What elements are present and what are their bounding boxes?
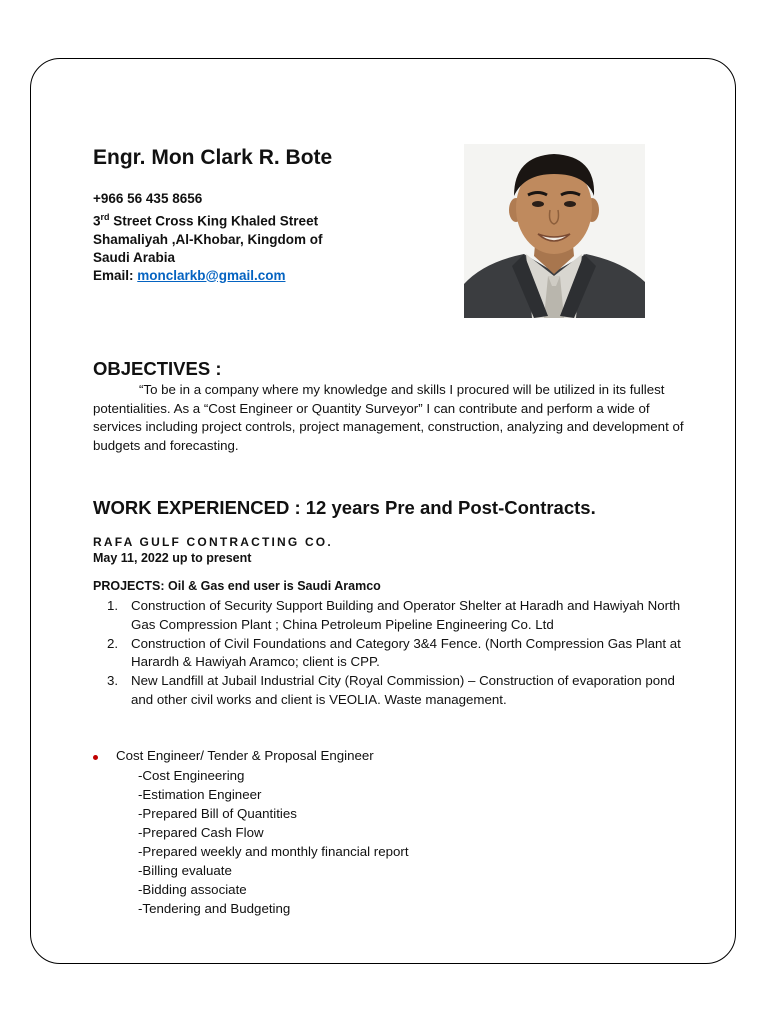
project-text: Construction of Civil Foundations and Category 3&4 Fence. (North Compression Gas Plant at Harardh & Hawiyah Aramco; client is CPP. [131,635,681,670]
list-item [93,597,683,635]
list-item [93,635,683,673]
list-item: -Prepared Bill of Quantities [138,806,297,821]
project-number: 1. [107,598,119,613]
address-line-2: Shamaliyah ,Al-Khobar, Kingdom of [93,231,323,247]
address-street: Street Cross King Khaled Street [109,213,319,229]
objectives-heading: OBJECTIVES : [93,358,222,379]
address-line-1 [93,208,383,231]
address-ordinal-suffix: rd [100,212,110,222]
email-link[interactable]: monclarkb@gmail.com [137,267,286,283]
contact-block [93,190,383,285]
list-item: -Prepared Cash Flow [138,825,264,840]
objectives-body: “To be in a company where my knowledge and skills I procured will be utilized in its fullest potentialities. As a “Cost Engineer or Quantity Surveyor” I can contribute and perform a wide of services including project controls, project management, construction, analyzing and development of budgets and forecasting. [93,382,684,453]
profile-photo [464,144,645,318]
address-ordinal: 3 [93,213,101,229]
candidate-name: Engr. Mon Clark R. Bote [93,146,333,169]
phone-number: +966 56 435 8656 [93,191,203,206]
list-item: -Tendering and Budgeting [138,901,291,916]
role-title: Cost Engineer/ Tender & Proposal Engineer [116,748,374,763]
email-line [93,267,383,285]
project-text: New Landfill at Jubail Industrial City (Royal Commission) – Construction of evaporation pond and other civil works and client is VEOLIA. Waste management. [131,673,675,707]
list-item: -Estimation Engineer [138,787,262,802]
projects-list [93,597,683,710]
objectives-text [93,381,693,455]
project-number: 3. [107,673,119,689]
project-text: Construction of Security Support Building and Operator Shelter at Haradh and Hawiyah North Gas Compression Plant ; China Petroleum Pipeline Engineering Co. Ltd [131,598,681,632]
bullet-icon [93,755,98,760]
address-line-3: Saudi Arabia [93,249,176,265]
list-item [93,672,683,710]
list-item: -Cost Engineering [138,768,245,783]
duties-list [138,766,409,918]
list-item: -Billing evaluate [138,863,232,878]
projects-heading: PROJECTS: Oil & Gas end user is Saudi Aramco [93,579,381,593]
email-label: Email: [93,267,138,283]
list-item: -Prepared weekly and monthly financial report [138,844,409,859]
work-experience-heading: WORK EXPERIENCED : 12 years Pre and Post-Contracts. [93,497,596,518]
project-number: 2. [107,635,119,651]
company-name: RAFA GULF CONTRACTING CO. [93,535,333,549]
list-item: -Bidding associate [138,882,247,897]
employment-dates: May 11, 2022 up to present [93,551,252,565]
